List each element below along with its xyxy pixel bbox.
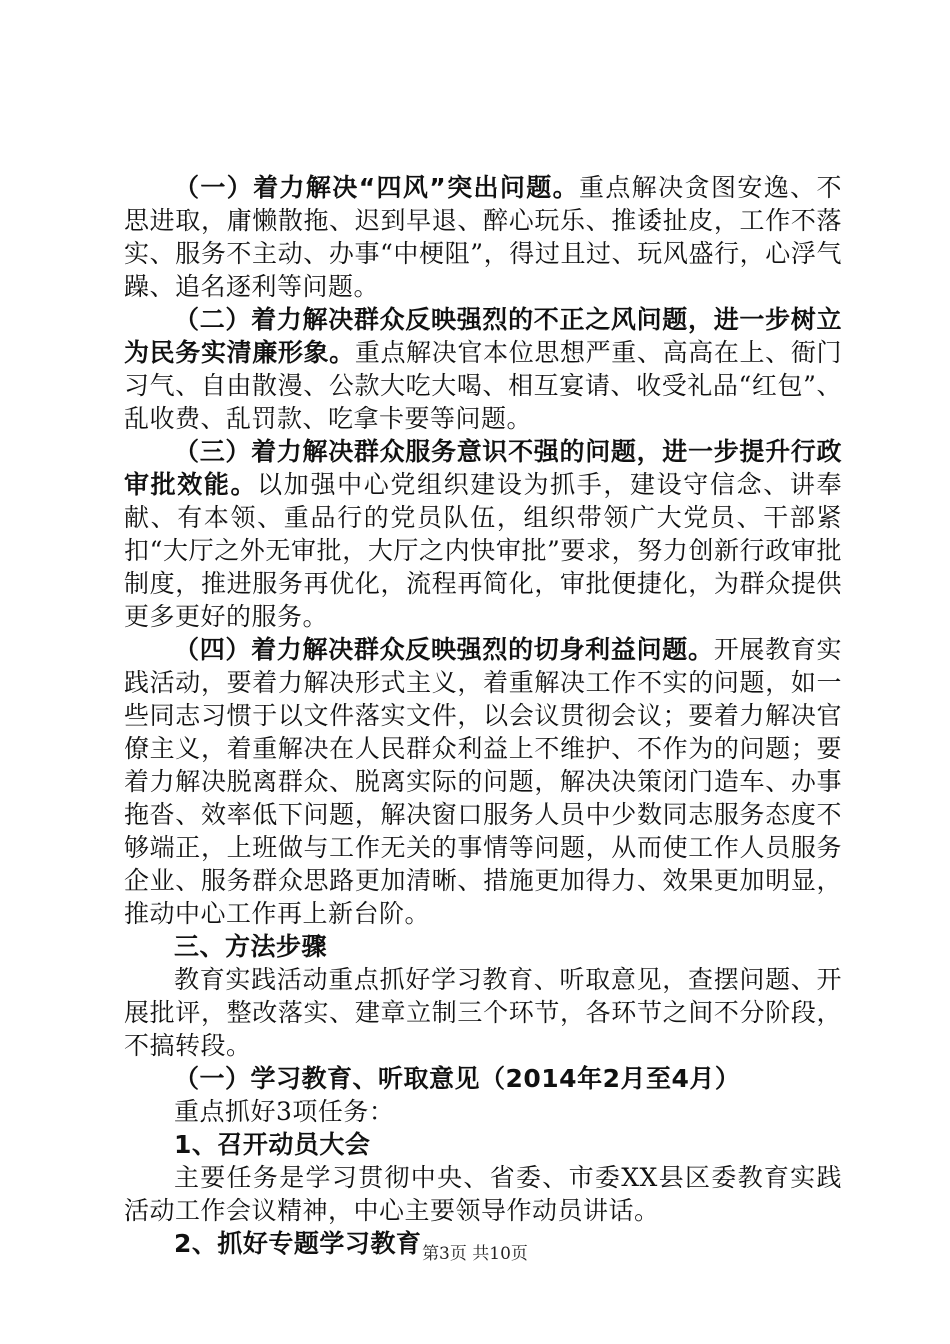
- paragraph-item-4: [124, 633, 842, 930]
- step-tasks: 重点抓好3项任务：: [174, 1097, 395, 1126]
- paragraph-heading: （二）着力解决群众反映强烈的不正之风问题，进一步树立为民务实清廉形象。: [124, 305, 842, 367]
- paragraph-text: 以加强中心党组织建设为抓手，建设守信念、讲奉献、有本领、重品行的党员队伍，组织带领广大党员、干部紧扣“大厅之外无审批，大厅之内快审批”要求，努力创新行政审批制度，推进服务再优化，流程再简化，审批便捷化，为群众提供更多更好的服务。: [124, 470, 842, 631]
- paragraph-item-3: [124, 435, 842, 633]
- paragraph-heading: （一）着力解决“四风”突出问题。: [174, 173, 580, 202]
- paragraph-heading: （四）着力解决群众反映强烈的切身利益问题。: [174, 635, 714, 664]
- section-title: 三、方法步骤: [174, 932, 328, 961]
- paragraph-item-1: [124, 171, 842, 303]
- paragraph-item-2: [124, 303, 842, 435]
- document-body: [124, 171, 842, 1260]
- task-title-2: 2、抓好专题学习教育: [174, 1229, 422, 1258]
- paragraph-text: 重点解决官本位思想严重、高高在上、衙门习气、自由散漫、公款大吃大喝、相互宴请、收受礼品“红包”、乱收费、乱罚款、吃拿卡要等问题。: [124, 338, 842, 433]
- task-body-1: 主要任务是学习贯彻中央、省委、市委XX县区委教育实践活动工作会议精神，中心主要领导作动员讲话。: [124, 1163, 842, 1225]
- paragraph-text: 开展教育实践活动，要着力解决形式主义，着重解决工作不实的问题，如一些同志习惯于以文件落实文件，以会议贯彻会议；要着力解决官僚主义，着重解决在人民群众利益上不维护、不作为的问题；要着力解决脱离群众、脱离实际的问题，解决决策闭门造车、办事拖沓、效率低下问题，解决窗口服务人员中少数同志服务态度不够端正，上班做与工作无关的事情等问题，从而使工作人员服务企业、服务群众思路更加清晰、措施更加得力、效果更加明显，推动中心工作再上新台阶。: [124, 635, 842, 928]
- paragraph-heading: （三）着力解决群众服务意识不强的问题，进一步提升行政审批效能。: [124, 437, 842, 499]
- paragraph-text: 重点解决贪图安逸、不思进取，庸懒散拖、迟到早退、醉心玩乐、推诿扯皮，工作不落实、服务不主动、办事“中梗阻”，得过且过、玩风盛行，心浮气躁、追名逐利等问题。: [124, 173, 842, 301]
- step-title: （一）学习教育、听取意见（2014年2月至4月）: [174, 1064, 741, 1093]
- section-intro: 教育实践活动重点抓好学习教育、听取意见，查摆问题、开展批评，整改落实、建章立制三个环节，各环节之间不分阶段，不搞转段。: [124, 965, 842, 1060]
- page-footer: 第3页 共10页: [422, 1244, 528, 1264]
- task-title-1: 1、召开动员大会: [174, 1130, 371, 1159]
